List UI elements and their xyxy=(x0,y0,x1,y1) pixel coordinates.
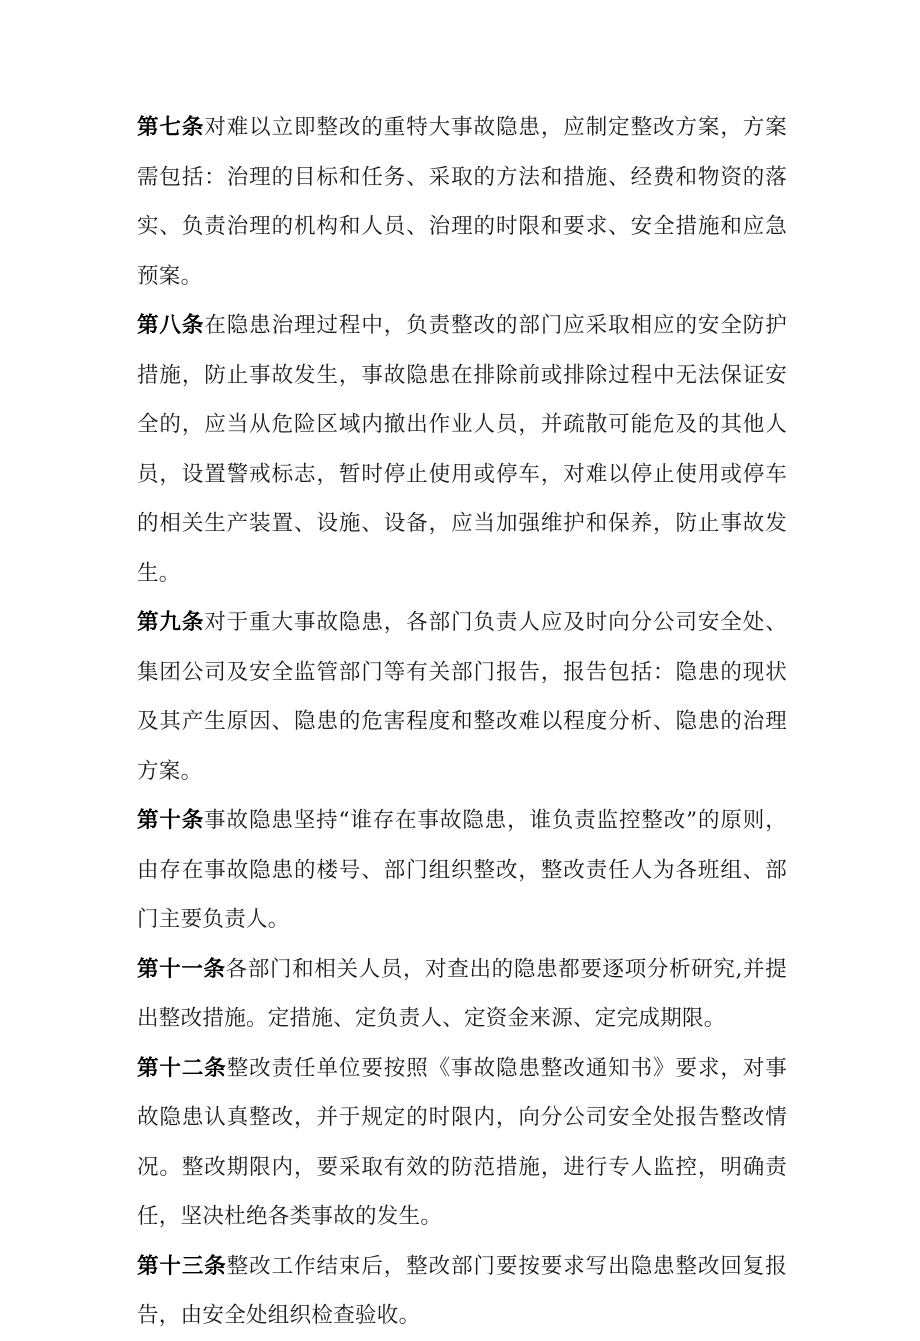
article-number: 第八条 xyxy=(137,313,205,338)
article-text: 在隐患治理过程中，负责整改的部门应采取相应的安全防护措施，防止事故发生，事故隐患在排除前或排除过程中无法保证安全的，应当从危险区域内撤出作业人员，并疏散可能危及的其他人员，设置警戒标志，暂时停止使用或停车，对难以停止使用或停车的相关生产装置、设施、设备，应当加强维护和保养，防止事故发生。 xyxy=(137,313,787,586)
article-number: 第十一条 xyxy=(137,956,226,982)
article-text: 整改责任单位要按照《事故隐患整改通知书》要求，对事故隐患认真整改，并于规定的时限内，向分公司安全处报告整改情况。整改期限内，要采取有效的防范措施，进行专人监控，明确责任，坚决杜绝各类事故的发生。 xyxy=(137,1055,787,1229)
article-number: 第十三条 xyxy=(137,1253,227,1279)
article-13 xyxy=(137,1242,787,1341)
article-number: 第七条 xyxy=(137,115,205,140)
article-10 xyxy=(137,796,787,945)
article-text: 事故隐患坚持“谁存在事故隐患，谁负责监控整改”的原则，由存在事故隐患的楼号、部门组织整改，整改责任人为各班组、部门主要负责人。 xyxy=(137,808,787,932)
article-text: 整改工作结束后，整改部门要按要求写出隐患整改回复报告，由安全处组织检查验收。 xyxy=(137,1253,787,1328)
article-text: 各部门和相关人员，对查出的隐患都要逐项分析研究,并提出整改措施。定措施、定负责人、定资金来源、定完成期限。 xyxy=(137,956,787,1031)
article-number: 第九条 xyxy=(137,610,205,635)
article-number: 第十二条 xyxy=(137,1055,227,1081)
article-8 xyxy=(137,301,787,598)
article-7 xyxy=(137,103,787,301)
article-12 xyxy=(137,1044,787,1242)
article-11 xyxy=(137,945,787,1044)
article-text: 对难以立即整改的重特大事故隐患，应制定整改方案，方案需包括：治理的目标和任务、采取的方法和措施、经费和物资的落实、负责治理的机构和人员、治理的时限和要求、安全措施和应急预案。 xyxy=(137,115,787,289)
document-body xyxy=(137,103,787,1341)
article-number: 第十条 xyxy=(137,808,205,833)
article-9 xyxy=(137,598,787,796)
article-text: 对于重大事故隐患，各部门负责人应及时向分公司安全处、集团公司及安全监管部门等有关部门报告，报告包括：隐患的现状及其产生原因、隐患的危害程度和整改难以程度分析、隐患的治理方案。 xyxy=(137,610,787,784)
